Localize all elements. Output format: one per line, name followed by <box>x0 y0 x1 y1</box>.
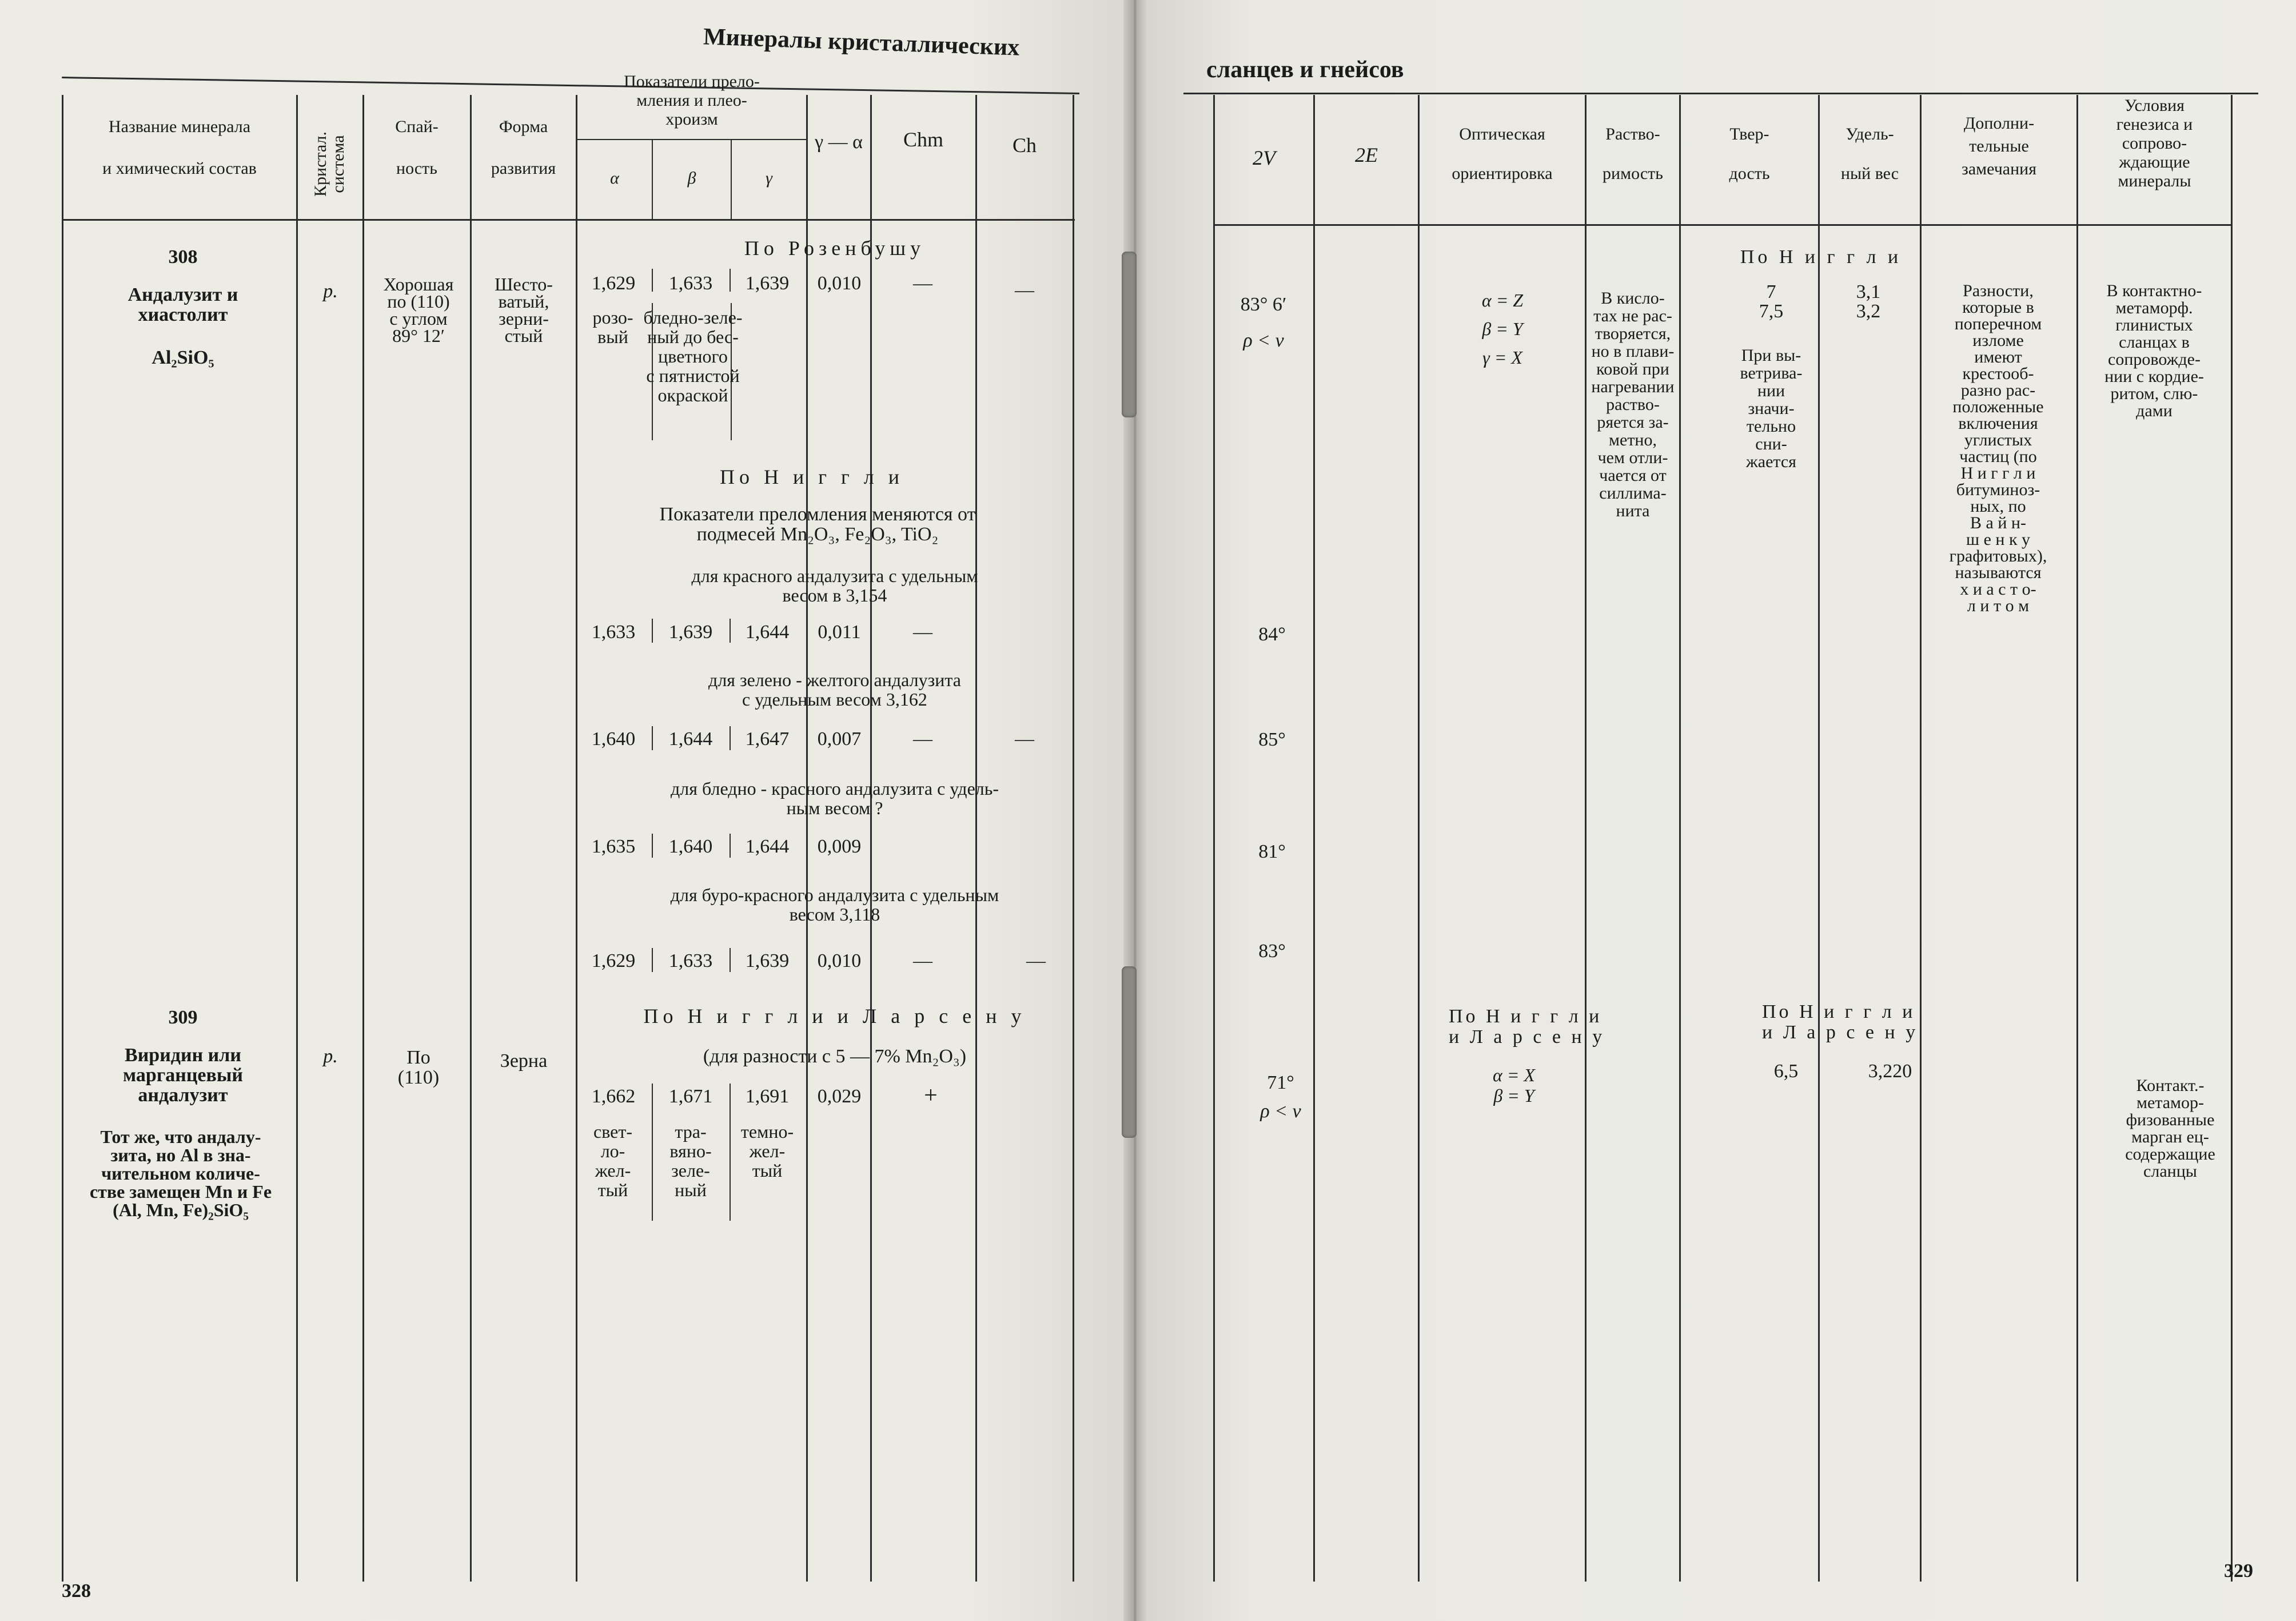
right-page <box>1135 0 2296 1621</box>
index-alpha: 1,662 <box>591 1086 636 1107</box>
header-beta: β <box>687 169 696 188</box>
niggli-note: Показатели преломления меняются от подмесей Mn₂O₃, Fe₂O₃, TiO₂ <box>659 504 976 545</box>
ch-value: — <box>1015 280 1034 301</box>
pleochroism-beta: тра- вяно- зеле- ный <box>669 1121 712 1200</box>
optical-orientation: α = X β = Y <box>1493 1065 1535 1106</box>
chm-value: — <box>913 622 932 643</box>
optical-orientation: α = Z β = Y γ = X <box>1481 290 1524 368</box>
twoV-value: 81° <box>1258 841 1286 862</box>
orientation-source: По Н и г г л и и Л а р с е н у <box>1449 1006 1605 1048</box>
source-rosenbusch: По Розенбушу <box>744 237 926 260</box>
pleochroism-alpha: розо- вый <box>592 307 633 347</box>
index-gamma: 1,639 <box>745 950 790 971</box>
twoV-value: 84° <box>1258 624 1286 645</box>
index-beta: 1,640 <box>668 836 713 857</box>
index-alpha: 1,635 <box>591 836 636 857</box>
page-number-right: 329 <box>2224 1560 2253 1582</box>
page-number-left: 328 <box>62 1580 91 1602</box>
birefringence: 0,029 <box>817 1086 862 1107</box>
index-gamma: 1,639 <box>745 273 790 294</box>
chm-value: — <box>913 950 932 971</box>
header-name: Название минерала и химический состав <box>102 117 257 178</box>
index-beta: 1,644 <box>668 728 713 750</box>
binding-staple-bottom <box>1122 966 1137 1138</box>
running-title-right: сланцев и гнейсов <box>1206 57 1404 83</box>
ch-value: — <box>1015 728 1034 750</box>
mineral-number: 308 <box>168 246 198 268</box>
habit: Зерна <box>500 1050 548 1072</box>
mineral-name: Виридин или марганцевый андалузит <box>122 1045 244 1106</box>
index-gamma: 1,644 <box>745 836 790 857</box>
index-beta: 1,671 <box>668 1086 713 1107</box>
twoV-value: 85° <box>1258 729 1286 750</box>
source-niggli-right: По Н и г г л и <box>1740 246 1902 268</box>
chm-value: — <box>913 273 932 294</box>
twoV-value: 71° <box>1267 1072 1294 1093</box>
header-birefringence: γ — α <box>815 132 863 153</box>
mineral-description: Тот же, что андалу- зита, но Al в зна- чительном количе- стве замещен Mn и Fe (Al, Mn, Fe)₂SiO₅ <box>89 1126 272 1220</box>
solubility: В кисло- тах не рас- творяется, но в плави- ковой при нагревании раство- ряется за- метно, чем отли- чается от силлима- нита <box>1591 289 1675 520</box>
dispersion: ρ < v <box>1260 1101 1301 1122</box>
variant-label: для зелено - желтого андалузита с удельным весом 3,162 <box>708 670 961 710</box>
birefringence: 0,007 <box>817 728 862 750</box>
ch-value: — <box>1026 950 1046 971</box>
header-indices: Показатели прело- мления и плео- хроизм <box>624 72 760 129</box>
birefringence: 0,011 <box>818 622 861 643</box>
additional-notes: Разности, которые в поперечном изломе имеют крестооб- разно рас- положенные включения углистых частиц (по Н и г г л и битуминоз- ных, по В а й н- ш е н к у графитовых), называются х и а с т о- л и т о м <box>1949 281 2047 615</box>
header-density: Удель- ный вес <box>1840 125 1899 183</box>
hardness: 7 7,5 <box>1759 281 1784 322</box>
variant-label: для буро-красного андалузита с удельным весом 3,118 <box>670 885 999 925</box>
header-chm: Chm <box>903 128 943 151</box>
index-beta: 1,633 <box>668 273 713 294</box>
pleochroism-beta: бледно-зеле- ный до бес- цветного с пятнистой окраской <box>643 307 743 405</box>
density: 3,1 3,2 <box>1856 281 1881 322</box>
book-spine <box>1123 0 1146 1621</box>
density: 3,220 <box>1868 1061 1912 1082</box>
genesis-conditions: Контакт.- метамор- физованные марган ец- содержащие сланцы <box>2125 1076 2215 1181</box>
index-alpha: 1,633 <box>591 622 636 643</box>
top-rule-right <box>1183 93 2258 94</box>
hardness: 6,5 <box>1773 1061 1799 1082</box>
birefringence: 0,009 <box>817 836 862 857</box>
source-niggli: По Н и г г л и <box>719 465 904 488</box>
hardness-note: При вы- ветрива- нии значи- тельно сни- жается <box>1740 346 1803 471</box>
index-beta: 1,633 <box>668 950 713 971</box>
birefringence: 0,010 <box>817 273 862 294</box>
header-gamma: γ <box>766 169 772 188</box>
source-note: (для разности с 5 — 7% Mn₂O₃) <box>703 1046 967 1067</box>
header-cleavage: Спай- ность <box>395 117 439 178</box>
pleochroism-alpha: свет- ло- жел- тый <box>593 1121 632 1200</box>
variant-label: для бледно - красного андалузита с удель- ным весом ? <box>671 778 999 818</box>
index-alpha: 1,629 <box>591 273 636 294</box>
dispersion: ρ < v <box>1243 330 1284 351</box>
binding-staple-top <box>1122 252 1137 417</box>
twoV-value: 83° 6′ <box>1240 294 1287 315</box>
chm-value: — <box>913 728 932 750</box>
header-hardness: Твер- дость <box>1729 125 1770 183</box>
header-ch: Ch <box>1012 134 1037 157</box>
header-habit: Форма развития <box>491 117 556 178</box>
properties-source: По Н и г г л и и Л а р с е н у <box>1762 1001 1919 1043</box>
index-gamma: 1,644 <box>745 622 790 643</box>
running-title-left: Минералы кристаллических <box>703 23 1021 61</box>
header-alpha: α <box>610 169 619 188</box>
variant-label: для красного андалузита с удельным весом в 3,154 <box>691 565 978 606</box>
index-alpha: 1,629 <box>591 950 636 971</box>
header-system: Кристал. система <box>311 132 348 197</box>
crystal-system: р. <box>323 281 338 302</box>
mineral-formula: Al₂SiO₅ <box>152 347 214 368</box>
chm-value: + <box>924 1082 938 1109</box>
header-rule-right <box>1213 224 2231 226</box>
genesis-conditions: В контактно- метаморф. глинистых сланцах в сопровожде- нии с кордие- ритом, слю- дами <box>2104 281 2204 420</box>
index-gamma: 1,691 <box>745 1086 790 1107</box>
header-2v: 2V <box>1253 146 1275 169</box>
header-2e: 2E <box>1355 144 1378 166</box>
header-orientation: Оптическая ориентировка <box>1452 125 1553 183</box>
index-beta: 1,639 <box>668 622 713 643</box>
index-alpha: 1,640 <box>591 728 636 750</box>
pleochroism-gamma: темно- жел- тый <box>740 1121 794 1181</box>
header-solubility: Раство- римость <box>1603 125 1663 183</box>
birefringence: 0,010 <box>817 950 862 971</box>
header-notes: Дополни- тельные замечания <box>1961 114 2037 178</box>
habit: Шесто- ватый, зерни- стый <box>495 274 553 346</box>
header-rule-left <box>62 219 1075 221</box>
cleavage: По (110) <box>397 1047 440 1088</box>
source-niggli-larsen: По Н и г г л и и Л а р с е н у <box>643 1005 1026 1027</box>
crystal-system: р. <box>323 1046 338 1067</box>
cleavage: Хорошая по (110) с углом 89° 12′ <box>383 274 454 346</box>
mineral-name: Андалузит и хиастолит <box>127 284 238 325</box>
mineral-number: 309 <box>168 1007 198 1028</box>
header-genesis: Условия генезиса и сопрово- ждающие минералы <box>2116 96 2193 190</box>
index-gamma: 1,647 <box>745 728 790 750</box>
twoV-value: 83° <box>1258 941 1286 962</box>
